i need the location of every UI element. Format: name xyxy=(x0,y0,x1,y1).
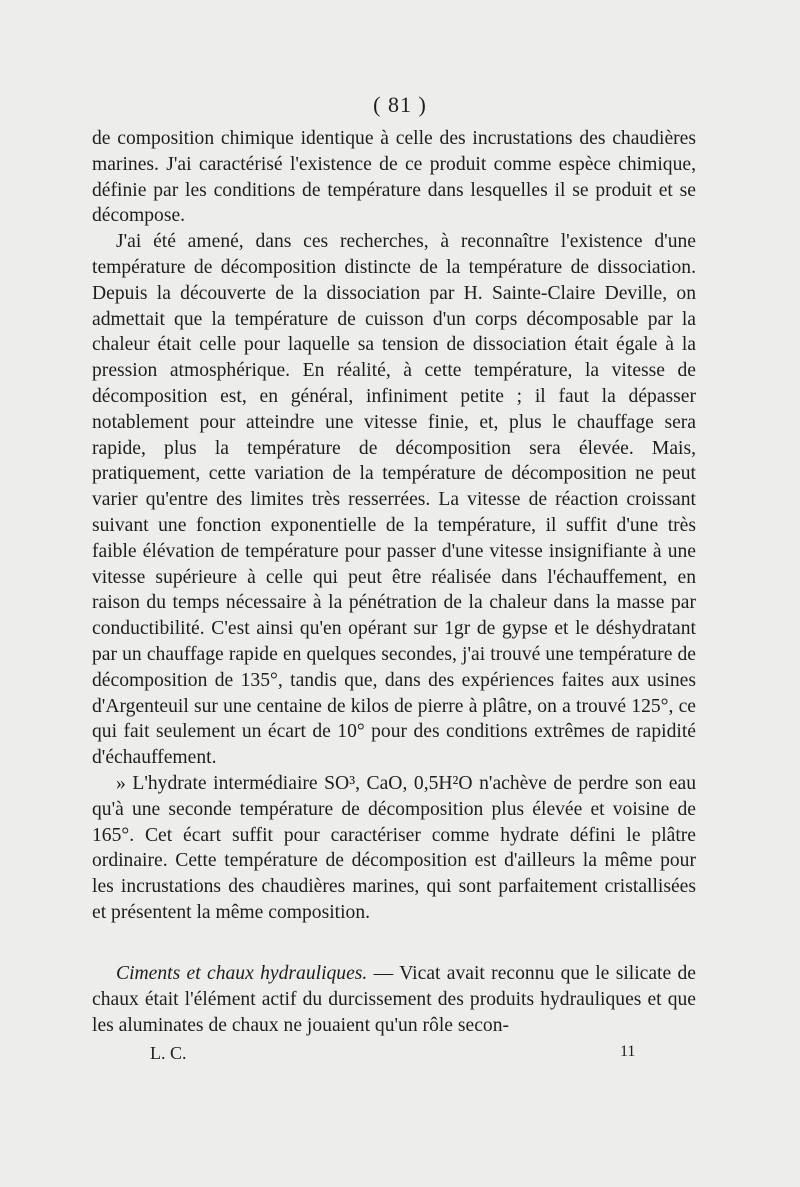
footer-signature: L. C. xyxy=(150,1043,187,1063)
section-text: — Vicat avait reconnu que le silicate de chaux était l'élément actif du durcissement des produits hydrauliques et que les aluminates de chaux ne jouaient qu'un rôle secon- xyxy=(92,963,696,1036)
paragraph-hydrate: » L'hydrate intermédiaire SO³, CaO, 0,5H²O n'achève de perdre son eau qu'à une seconde température de décomposition plus élevée et voisine de 165°. Cet écart suffit pour caractériser comme hydrate défini le plâtre ordinaire. Cette température de décomposition est d'ailleurs la même pour les incrustations des chaudières marines, qui sont parfaitement cristallisées et présentent la même composition. xyxy=(92,772,696,923)
body-text xyxy=(92,126,696,926)
section-heading: Ciments et chaux hydrauliques. xyxy=(116,963,368,984)
footer-sheet-number: 11 xyxy=(620,1043,636,1060)
page-number: ( 81 ) xyxy=(373,92,427,117)
section-ciments xyxy=(92,961,696,1038)
paragraph-continued: de composition chimique identique à celle des incrustations des chaudières marines. J'ai caractérisé l'existence de ce produit comme espèce chimique, définie par les conditions de température dans lesquelles il se produit et se décompose. xyxy=(92,128,696,227)
paragraph-decomposition: J'ai été amené, dans ces recherches, à reconnaître l'existence d'une température de décomposition distincte de la température de dissociation. Depuis la découverte de la dissociation par H. Sainte-Claire Deville, on admettait que la température de cuisson d'un corps décomposable par la chaleur était celle pour laquelle sa tension de dissociation était égale à la pression atmosphérique. En réalité, à cette température, la vitesse de décomposition est, en général, infiniment petite ; il faut la dépasser notablement pour atteindre une vitesse finie, et, plus le chauffage sera rapide, plus la température de décomposition sera élevée. Mais, pratiquement, cette variation de la température de décomposition ne peut varier qu'entre des limites très resserrées. La vitesse de réaction croissant suivant une fonction exponentielle de la température, il suffit d'une très faible élévation de température pour passer d'une vitesse insignifiante à une vitesse supérieure à celle qui peut être réalisée dans l'échauffement, en raison du temps nécessaire à la pénétration de la chaleur dans la masse par conductibilité. C'est ainsi qu'en opérant sur 1gr de gypse et le déshydratant par un chauffage rapide en quelques secondes, j'ai trouvé une température de décomposition de 135°, tandis que, dans des expériences faites aux usines d'Argenteuil sur une centaine de kilos de pierre à plâtre, on a trouvé 125°, ce qui fait seulement un écart de 10° pour des conditions extrêmes de rapidité d'échauffement. xyxy=(92,231,696,769)
section-paragraph xyxy=(92,961,696,1038)
page-footer xyxy=(0,1043,800,1067)
